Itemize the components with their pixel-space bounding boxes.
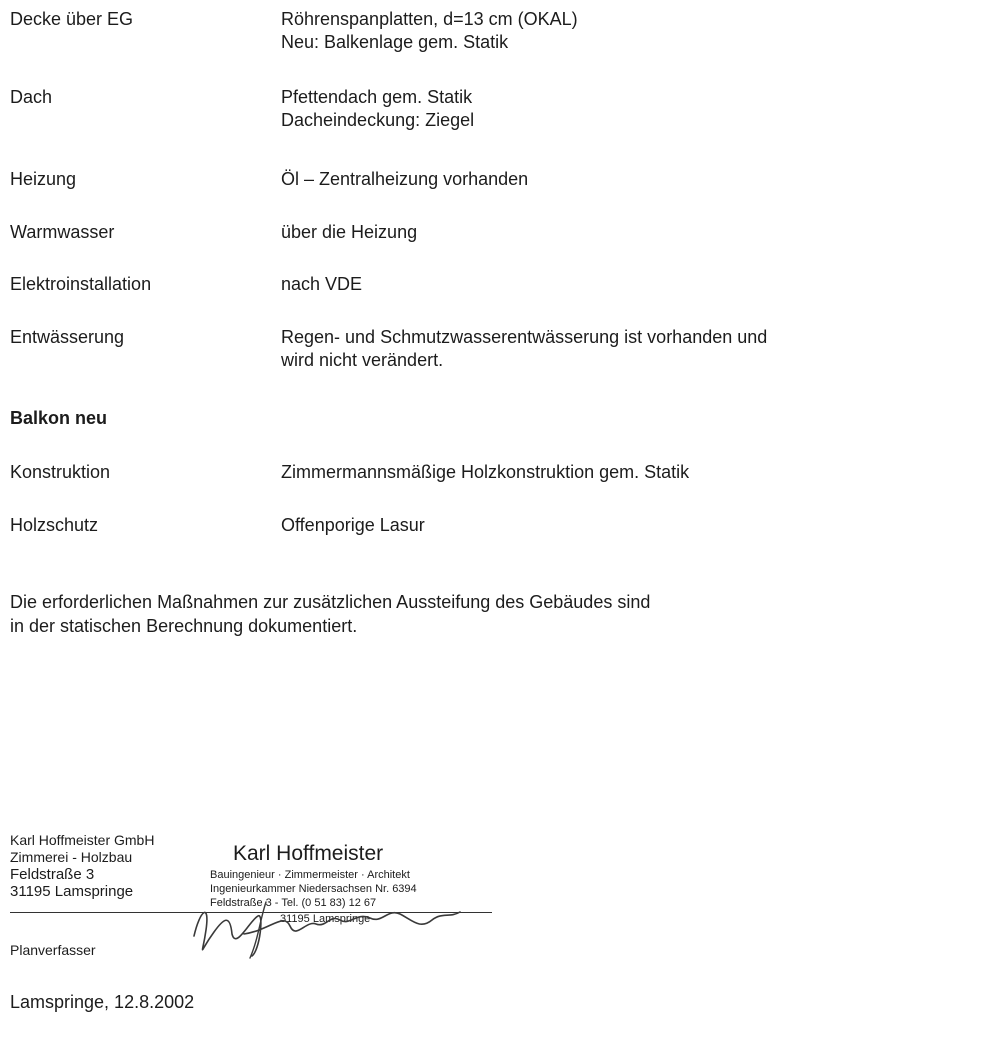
engineer-name: Karl Hoffmeister <box>233 842 384 865</box>
spec-label: Elektroinstallation <box>10 274 152 294</box>
spec-value: über die Heizung <box>281 222 418 242</box>
body-paragraph: Die erforderlichen Maßnahmen zur zusätzlichen Aussteifung des Gebäudes sind in der statischen Berechnung dokumentiert. <box>10 592 651 636</box>
role-label: Planverfasser <box>10 942 96 958</box>
spec-value: nach VDE <box>281 274 363 294</box>
company-stamp: Karl Hoffmeister GmbH Zimmerei - Holzbau Feldstraße 3 31195 Lamspringe <box>10 832 155 900</box>
spec-label: Warmwasser <box>10 222 115 242</box>
spec-value: Regen- und Schmutzwasserentwässerung ist vorhanden und wird nicht verändert. <box>281 327 768 370</box>
spec-value: Offenporige Lasur <box>281 515 425 535</box>
spec-label: Dach <box>10 87 53 107</box>
spec-label: Holzschutz <box>10 515 99 535</box>
spec-value: Öl – Zentralheizung vorhanden <box>281 169 529 189</box>
section-heading: Balkon neu <box>10 408 108 428</box>
spec-label: Entwässerung <box>10 327 125 347</box>
handwritten-signature <box>180 890 500 960</box>
spec-value: Zimmermannsmäßige Holzkonstruktion gem. Statik <box>281 462 690 482</box>
spec-value: Pfettendach gem. Statik Dacheindeckung: Ziegel <box>281 87 475 130</box>
place-date: Lamspringe, 12.8.2002 <box>10 992 195 1012</box>
spec-label: Heizung <box>10 169 77 189</box>
spec-label: Decke über EG <box>10 9 134 29</box>
spec-value: Röhrenspanplatten, d=13 cm (OKAL) Neu: Balkenlage gem. Statik <box>281 9 578 52</box>
spec-label: Konstruktion <box>10 462 111 482</box>
